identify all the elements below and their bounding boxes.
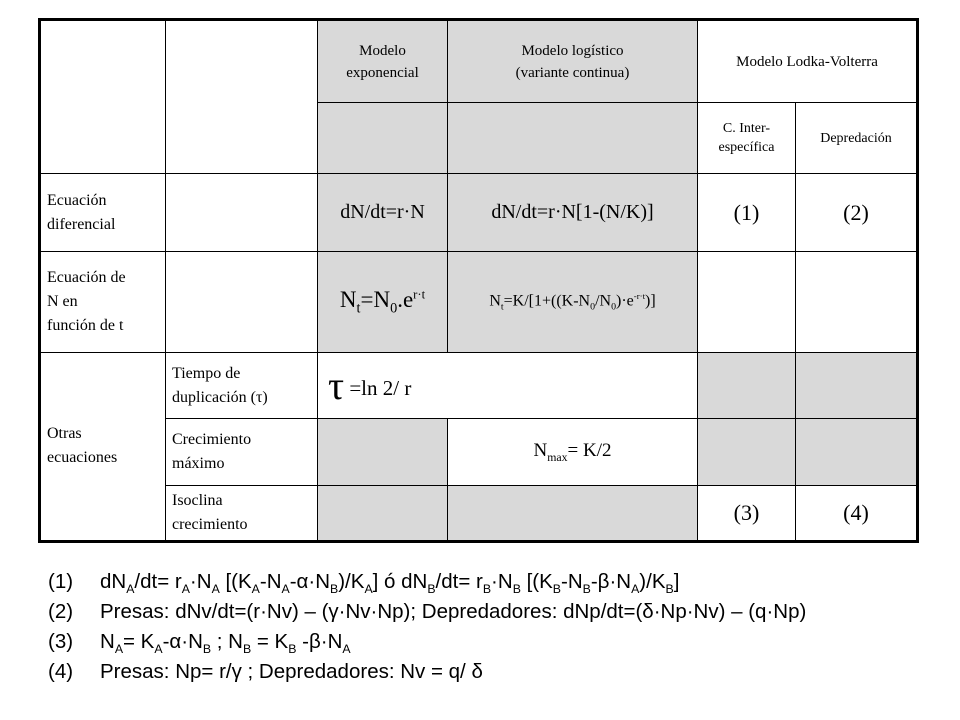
footnote-1: (1) $dN_A/dt= r_A\cdot N_A$ $[(K_A-N_A-\alpha\cdot N_B)/K_A]$ ó $dN_B/dt= r_B\cdot N_B$ $[(K_B-N_B-\beta\cdot N_A)/K_B]$ bbox=[48, 567, 806, 597]
nt-exponential: $N_t=N_0.e^{r\cdot t}$ bbox=[318, 252, 448, 353]
label-doubling-time: Tiempo de duplicación (τ) bbox=[166, 352, 318, 418]
label-isocline: Isoclina crecimiento bbox=[166, 485, 318, 541]
footnote-number: (4) bbox=[48, 660, 74, 683]
header-predation: Depredación bbox=[796, 103, 918, 173]
header-lotka-volterra: Modelo Lodka-Volterra bbox=[698, 20, 918, 103]
label-n-of-t: Ecuación de N en función de t bbox=[40, 252, 166, 353]
label-max-growth: Crecimiento máximo bbox=[166, 419, 318, 485]
header-row bbox=[40, 20, 918, 103]
header-competition: C. Inter- específica bbox=[698, 103, 796, 173]
footnote-number: (3) bbox=[48, 630, 74, 653]
header-logistic: Modelo logístico (variante continua) bbox=[448, 20, 698, 103]
header-exponential: Modelo exponencial bbox=[318, 20, 448, 103]
diff-logistic: dN/dt=r·N[1-(N/K)] bbox=[448, 173, 698, 251]
row-doubling-time bbox=[40, 352, 918, 418]
label-differential: Ecuación diferencial bbox=[40, 173, 166, 251]
corner-cell bbox=[40, 20, 166, 174]
max-growth-equation: $N_{max}= K/2$ bbox=[448, 419, 698, 485]
corner-cell-2 bbox=[166, 20, 318, 174]
isocline-predation: (4) bbox=[796, 485, 918, 541]
doubling-time-equation: τ =ln 2/ r bbox=[318, 352, 698, 418]
row-max-growth bbox=[40, 419, 918, 485]
footnote-2: (2) Presas: dNv/dt=(r·Nv) – (γ·Nv·Np); Depredadores: dNp/dt=(δ·Np·Nv) – (q·Np) bbox=[48, 597, 806, 627]
footnote-3: (3) $N_A= K_A-\alpha\cdot N_B$ ; $N_B = K_B$ $-\beta\cdot N_A$ bbox=[48, 627, 806, 657]
nt-logistic: $N_t=K/[1+((K-N_0/N_0)\cdot e^{-r\cdot t})]$ bbox=[448, 252, 698, 353]
row-differential bbox=[40, 173, 918, 251]
diff-competition: (1) bbox=[698, 173, 796, 251]
footnotes-list bbox=[48, 567, 806, 687]
isocline-competition: (3) bbox=[698, 485, 796, 541]
diff-exponential: dN/dt=r·N bbox=[318, 173, 448, 251]
models-table bbox=[38, 18, 919, 543]
diff-predation: (2) bbox=[796, 173, 918, 251]
row-isocline bbox=[40, 485, 918, 541]
row-n-of-t bbox=[40, 252, 918, 353]
footnote-number: (2) bbox=[48, 600, 74, 623]
footnote-4: (4) Presas: Np= r/γ ; Depredadores: Nv = q/ δ bbox=[48, 657, 806, 687]
footnote-number: (1) bbox=[48, 570, 74, 593]
label-other-equations: Otras ecuaciones bbox=[40, 352, 166, 541]
